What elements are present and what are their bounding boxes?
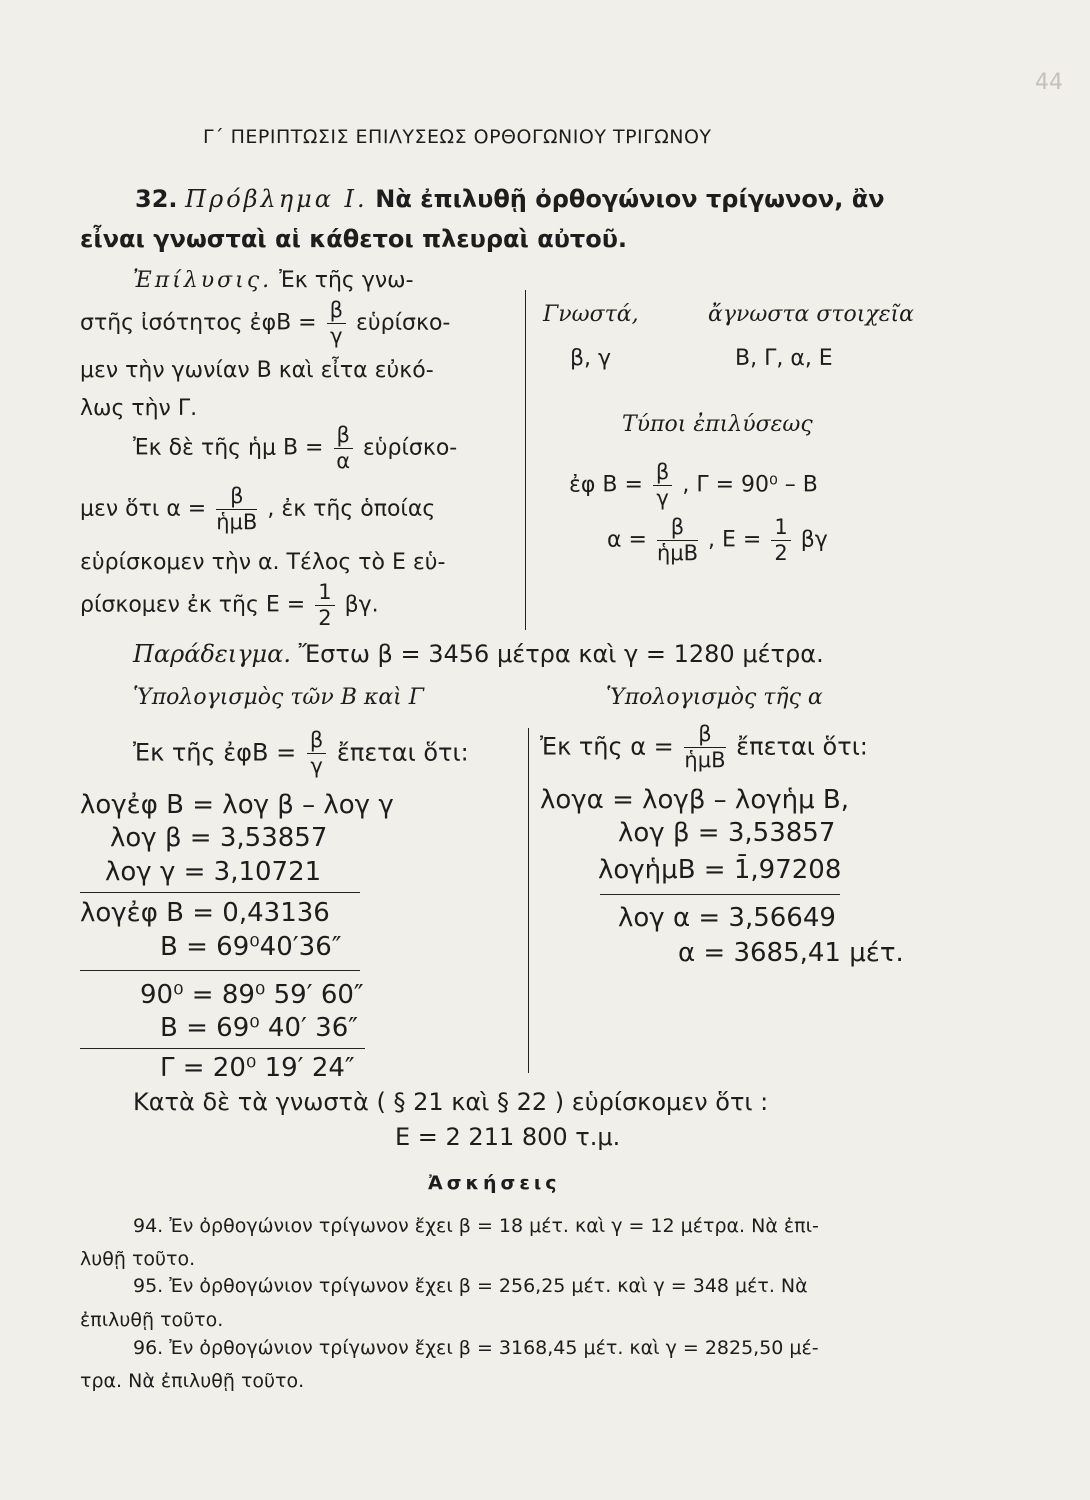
calc-left-line-4: λογ γ = 3,10721	[105, 857, 322, 887]
denominator: 2	[774, 541, 788, 565]
unknown-values: Β, Γ, α, Ε	[735, 346, 833, 371]
known-values: β, γ	[570, 346, 612, 371]
rule-right	[600, 894, 840, 895]
calc-left-line-5: λογἐφ Β = 0,43136	[80, 898, 330, 928]
solution-text-6b: , ἐκ τῆς ὁποίας	[267, 496, 436, 522]
solution-line-7: εὑρίσκομεν τὴν α. Τέλος τὸ Ε εὑ-	[80, 550, 446, 575]
calc-right-title: Ὑπολογισμὸς τῆς α	[606, 685, 823, 710]
denominator: ἡμΒ	[656, 541, 699, 565]
exercise-96-line-2: τρα. Νὰ ἐπιλυθῇ τοῦτο.	[80, 1370, 305, 1392]
calc-right-line-6: α = 3685,41 μέτ.	[678, 938, 904, 968]
conclusion-line-1: Κατὰ δὲ τὰ γνωστὰ ( § 21 καὶ § 22 ) εὑρίσκομεν ὅτι :	[133, 1088, 769, 1116]
calc-right-line-3: λογ β = 3,53857	[618, 818, 836, 848]
denominator: γ	[310, 754, 323, 778]
numerator: β	[327, 300, 346, 324]
calc-right-text-1a: Ἐκ τῆς α =	[540, 732, 674, 761]
calc-right-line-1	[540, 724, 868, 771]
denominator: γ	[330, 324, 343, 348]
solution-text-8a: ρίσκομεν ἐκ τῆς Ε =	[80, 592, 306, 618]
rule-3	[80, 1048, 365, 1049]
rule-2	[80, 970, 360, 971]
exercise-94-line-2: λυθῇ τοῦτο.	[80, 1248, 196, 1270]
solution-text-8b: βγ.	[344, 592, 379, 618]
unknown-label: ἄγνωστα στοιχεῖα	[708, 302, 915, 327]
solution-label: Ἐπίλυσις.	[133, 268, 273, 293]
calc-right-line-4: λογἡμΒ = 1̄,97208	[598, 855, 842, 885]
denominator: γ	[656, 486, 669, 510]
formula-1a: ἐφ Β =	[569, 472, 643, 498]
formulas-title: Τύποι ἐπιλύσεως	[622, 412, 813, 437]
fraction-beta-hmB	[684, 724, 725, 771]
column-divider-lower	[528, 728, 529, 1073]
numerator: β	[334, 425, 353, 449]
solution-text-2b: εὑρίσκο-	[356, 310, 451, 336]
solution-line-2	[80, 300, 450, 347]
solution-line-8	[80, 582, 379, 629]
known-label: Γνωστά,	[543, 302, 639, 327]
calc-left-line-1	[133, 730, 469, 777]
calc-right-line-5: λογ α = 3,56649	[618, 903, 836, 933]
problem-number: 32.	[135, 185, 178, 213]
numerator: β	[216, 486, 257, 510]
example-text: Ἔστω β = 3456 μέτρα καὶ γ = 1280 μέτρα.	[298, 640, 824, 668]
fraction-one-half	[315, 582, 334, 629]
denominator: ἡμΒ	[216, 510, 258, 534]
conclusion-line-2: Ε = 2 211 800 τ.μ.	[395, 1123, 621, 1151]
solution-text-5a: Ἐκ δὲ τῆς ἡμ Β =	[133, 435, 324, 461]
calc-left-line-7: 90⁰ = 89⁰ 59′ 60″	[140, 980, 364, 1010]
exercise-96-line-1: 96. Ἐν ὀρθογώνιον τρίγωνον ἔχει β = 3168,45 μέτ. καὶ γ = 2825,50 μέ-	[133, 1337, 819, 1359]
formula-2b: , Ε =	[708, 527, 762, 553]
calc-left-line-8: Β = 69⁰ 40′ 36″	[160, 1013, 358, 1043]
fraction-beta-gamma	[327, 300, 346, 347]
numerator: β	[684, 724, 725, 748]
solution-line-1	[133, 268, 414, 293]
formula-2a: α =	[607, 527, 647, 553]
exercise-95-line-2: ἐπιλυθῇ τοῦτο.	[80, 1309, 224, 1331]
problem-title-2: εἶναι γνωσταὶ αἱ κάθετοι πλευραὶ αὐτοῦ.	[80, 225, 628, 253]
solution-text-5b: εὑρίσκο-	[362, 435, 458, 461]
calc-left-line-9: Γ = 20⁰ 19′ 24″	[160, 1053, 355, 1083]
numerator: β	[653, 462, 672, 486]
fraction-beta-gamma	[653, 462, 672, 509]
fraction-beta-alpha	[334, 425, 353, 472]
calc-left-line-3: λογ β = 3,53857	[110, 823, 328, 853]
denominator: α	[336, 449, 351, 473]
example-label: Παράδειγμα.	[133, 640, 291, 668]
formula-1	[569, 462, 818, 509]
formula-1b: , Γ = 90⁰ – Β	[682, 472, 818, 498]
page-number: 44	[1035, 70, 1063, 95]
exercise-94-line-1: 94. Ἐν ὀρθογώνιον τρίγωνον ἔχει β = 18 μέτ. καὶ γ = 12 μέτρα. Νὰ ἐπι-	[133, 1215, 819, 1237]
solution-line-4: λως τὴν Γ.	[80, 396, 198, 421]
solution-text-6a: μεν ὅτι α =	[80, 496, 207, 522]
denominator: ἡμΒ	[684, 748, 726, 772]
calc-right-line-2: λογα = λογβ – λογἡμ Β,	[540, 785, 850, 815]
page-header: Γ΄ ΠΕΡΙΠΤΩΣΙΣ ΕΠΙΛΥΣΕΩΣ ΟΡΘΟΓΩΝΙΟΥ ΤΡΙΓΩΝΟΥ	[203, 126, 712, 148]
numerator: 1	[771, 517, 790, 541]
problem-heading	[135, 185, 885, 213]
calc-left-text-1b: ἔπεται ὅτι:	[336, 738, 469, 767]
solution-line-3: μεν τὴν γωνίαν Β καὶ εἶτα εὐκό-	[80, 358, 434, 383]
calc-left-line-6: Β = 69⁰40′36″	[160, 932, 342, 962]
denominator: 2	[318, 606, 332, 630]
calc-left-title: Ὑπολογισμὸς τῶν Β καὶ Γ	[133, 685, 425, 710]
solution-text-1: Ἐκ τῆς γνω-	[279, 268, 414, 293]
column-divider-upper	[525, 290, 526, 630]
calc-right-text-1b: ἔπεται ὅτι:	[736, 732, 868, 761]
problem-title-1: Νὰ ἐπιλυθῇ ὀρθογώνιον τρίγωνον, ἂν	[375, 185, 885, 213]
fraction-one-half	[771, 517, 790, 564]
exercises-title: Ἀσκήσεις	[428, 1172, 561, 1194]
problem-label: Πρόβλημα Ι.	[185, 185, 368, 213]
solution-line-6	[80, 486, 435, 533]
numerator: 1	[315, 582, 334, 606]
formula-2c: βγ	[800, 527, 828, 553]
numerator: β	[657, 517, 698, 541]
calc-left-line-2: λογἐφ Β = λογ β – λογ γ	[80, 790, 394, 820]
exercise-95-line-1: 95. Ἐν ὀρθογώνιον τρίγωνον ἔχει β = 256,25 μέτ. καὶ γ = 348 μέτ. Νὰ	[133, 1275, 808, 1297]
solution-text-2a: στῆς ἰσότητος ἐφΒ =	[80, 310, 317, 336]
fraction-beta-gamma	[307, 730, 326, 777]
fraction-beta-hmB	[216, 486, 257, 533]
solution-line-5	[133, 425, 457, 472]
example-line	[133, 640, 824, 668]
numerator: β	[307, 730, 326, 754]
fraction-beta-hmB	[657, 517, 698, 564]
formula-2	[607, 517, 828, 564]
rule-1	[80, 892, 360, 893]
calc-left-text-1a: Ἐκ τῆς ἐφΒ =	[133, 738, 297, 767]
